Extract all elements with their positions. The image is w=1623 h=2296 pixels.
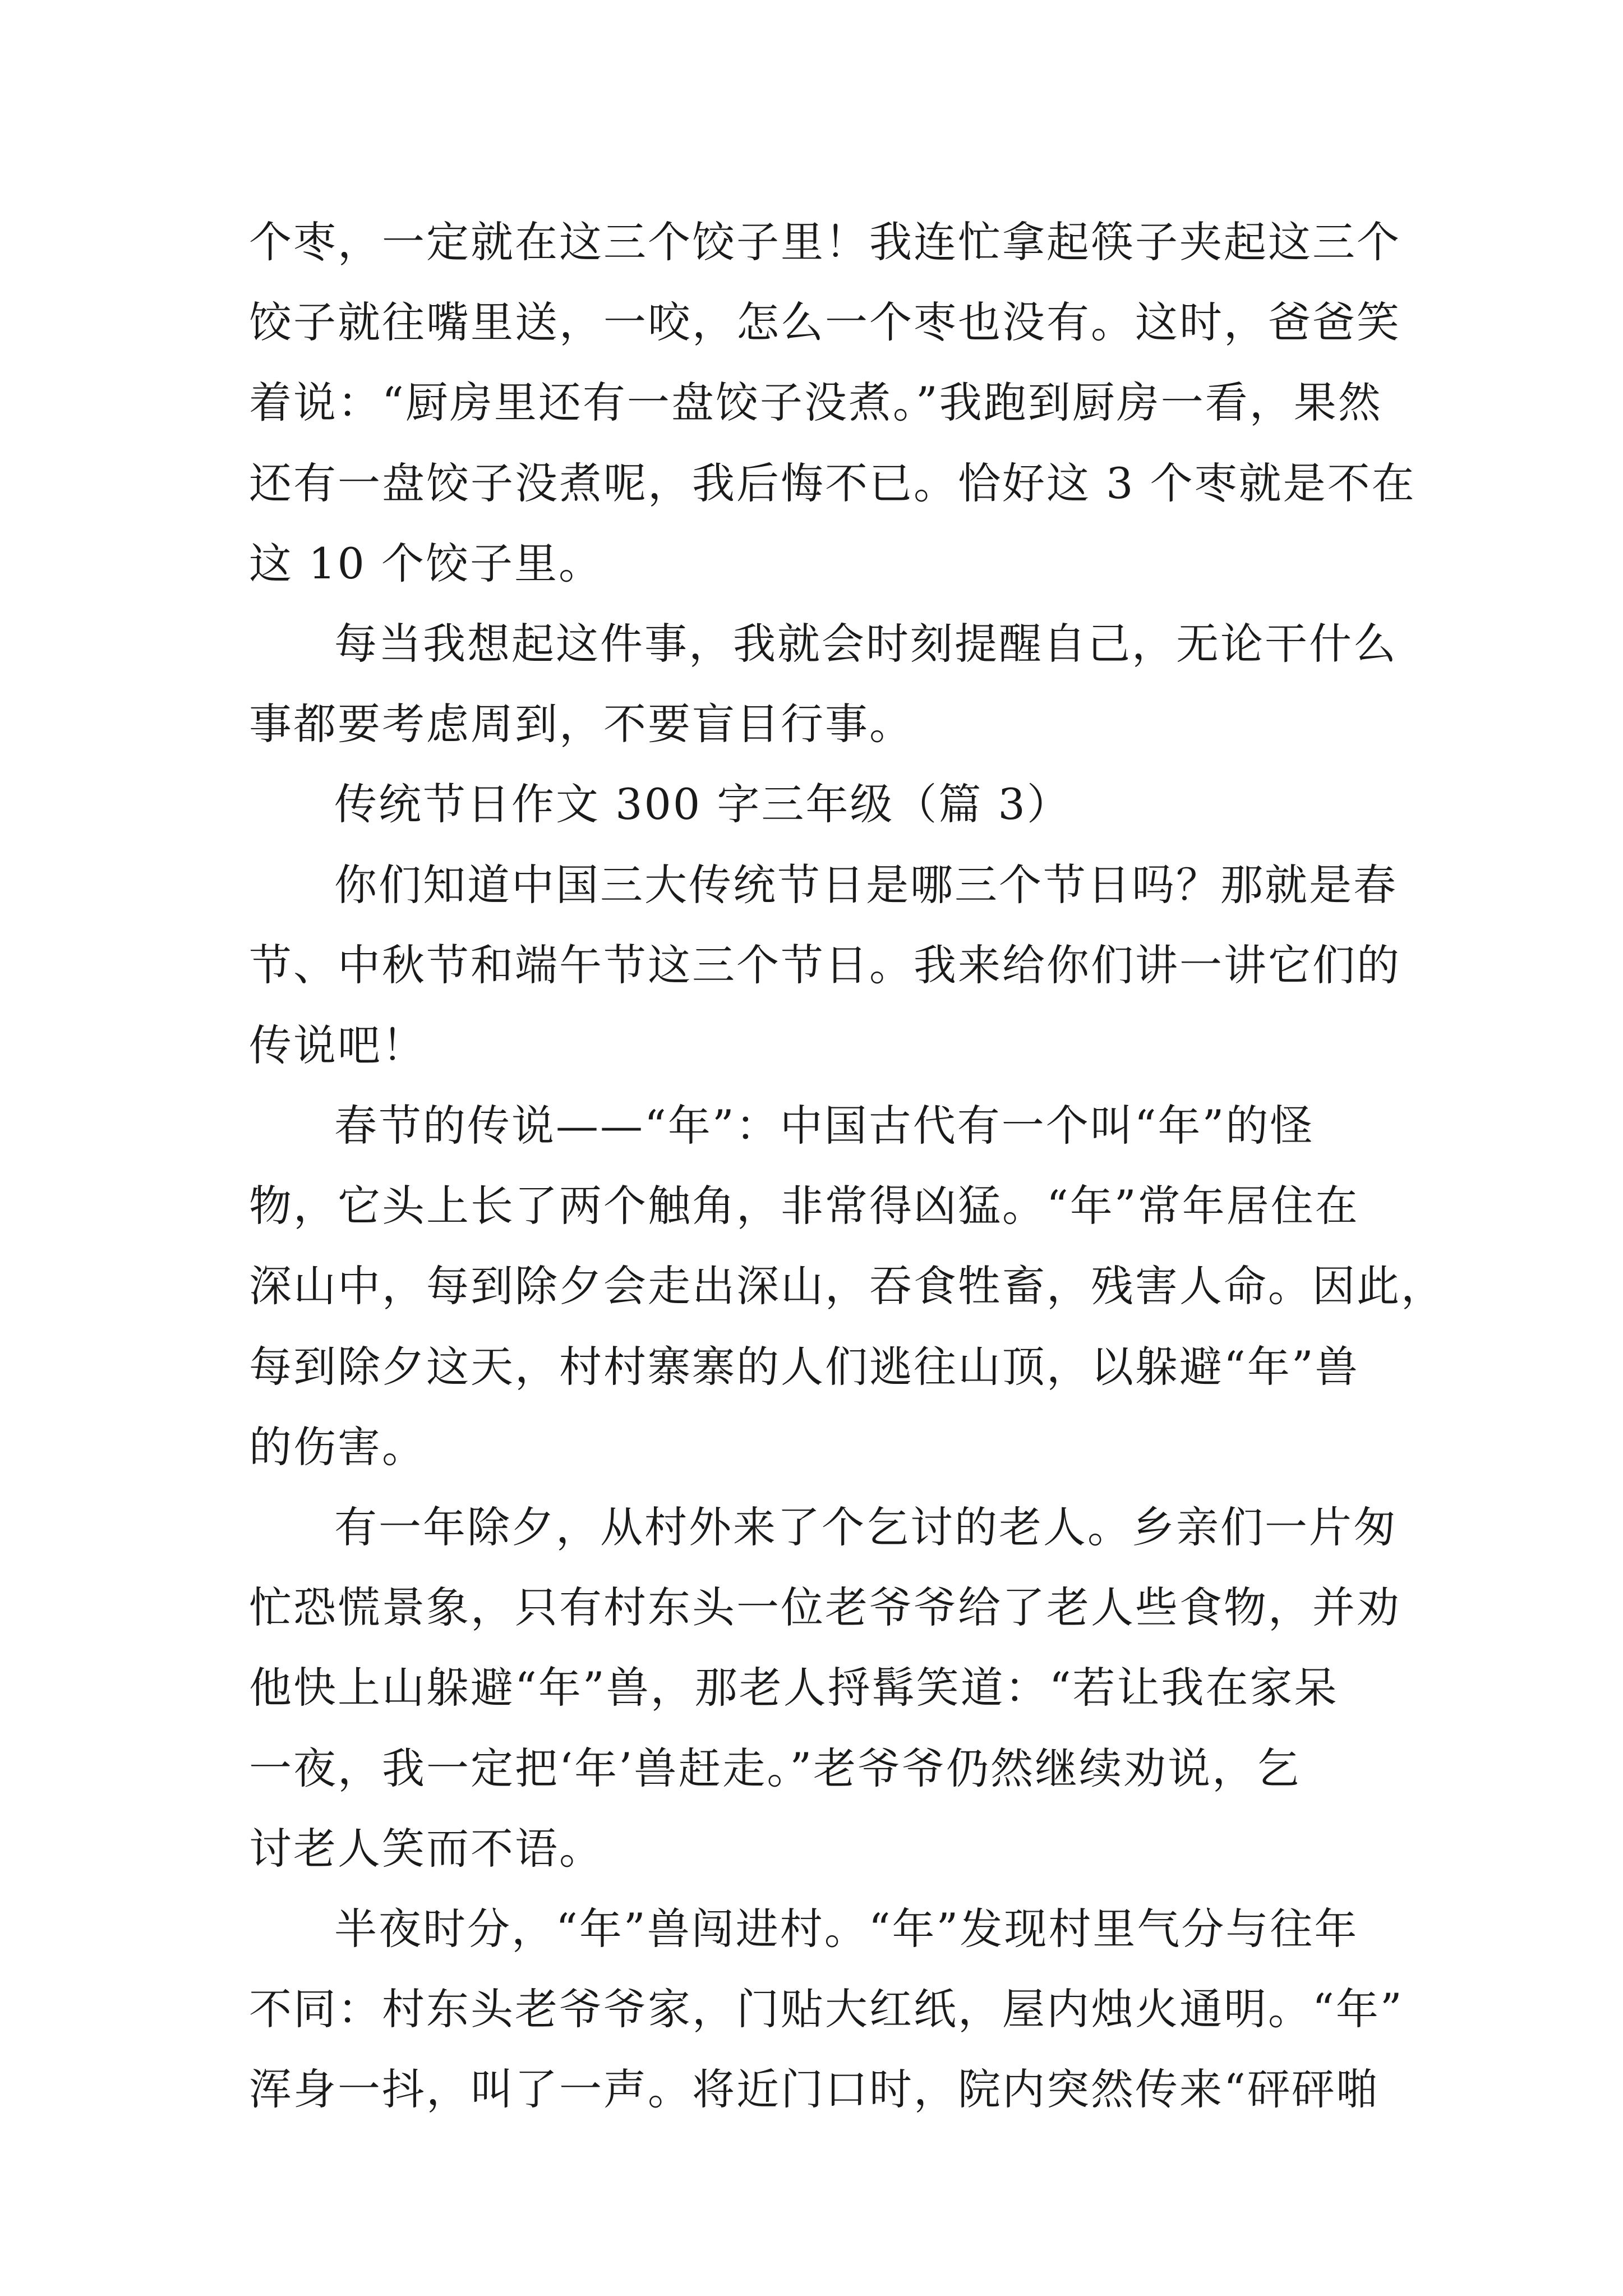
text-line: 传统节日作文 300 字三年级（篇 3） — [334, 779, 1071, 830]
text-line: 每到除夕这天，村村寨寨的人们逃往山顶，以躲避“年”兽 — [249, 1341, 1359, 1392]
text-line: 不同：村东头老爷爷家，门贴大红纸，屋内烛火通明。“年” — [249, 1984, 1404, 2035]
text-line: 物，它头上长了两个触角，非常得凶猛。“年”常年居住在 — [249, 1181, 1359, 1231]
text-line: 深山中，每到除夕会走出深山，吞食牲畜，残害人命。因此， — [249, 1261, 1445, 1312]
text-line: 的伤害。 — [249, 1421, 426, 1472]
text-line: 传说吧！ — [249, 1020, 426, 1070]
body-text — [249, 202, 1445, 2130]
text-line: 着说：“厨房里还有一盘饺子没煮。”我跑到厨房一看，果然 — [249, 378, 1382, 428]
text-line: 一夜，我一定把‘年’兽赶走。”老爷爷仍然继续劝说，乞 — [249, 1743, 1301, 1793]
text-line: 节、中秋节和端午节这三个节日。我来给你们讲一讲它们的 — [249, 940, 1401, 990]
text-line: 他快上山躲避“年”兽，那老人捋髯笑道：“若让我在家呆 — [249, 1663, 1339, 1713]
text-line: 浑身一抖，叫了一声。将近门口时，院内突然传来“砰砰啪 — [249, 2064, 1380, 2115]
text-line: 有一年除夕，从村外来了个乞讨的老人。乡亲们一片匆 — [334, 1502, 1398, 1552]
text-line: 春节的传说——“年”：中国古代有一个叫“年”的怪 — [334, 1101, 1315, 1151]
text-line: 这 10 个饺子里。 — [249, 538, 603, 588]
text-line: 事都要考虑周到，不要盲目行事。 — [249, 699, 914, 749]
text-line: 半夜时分，“年”兽闯进村。“年”发现村里气分与往年 — [334, 1903, 1359, 1954]
text-line: 还有一盘饺子没煮呢，我后悔不已。恰好这 3 个枣就是不在 — [249, 458, 1416, 508]
text-line: 饺子就往嘴里送，一咬，怎么一个枣也没有。这时，爸爸笑 — [249, 297, 1401, 348]
text-line: 忙恐慌景象，只有村东头一位老爷爷给了老人些食物，并劝 — [249, 1582, 1401, 1633]
text-line: 每当我想起这件事，我就会时刻提醒自己，无论干什么 — [334, 618, 1398, 669]
text-line: 讨老人笑而不语。 — [249, 1823, 603, 1874]
text-line: 你们知道中国三大传统节日是哪三个节日吗？那就是春 — [334, 859, 1398, 910]
text-line: 个枣，一定就在这三个饺子里！我连忙拿起筷子夹起这三个 — [249, 217, 1401, 267]
